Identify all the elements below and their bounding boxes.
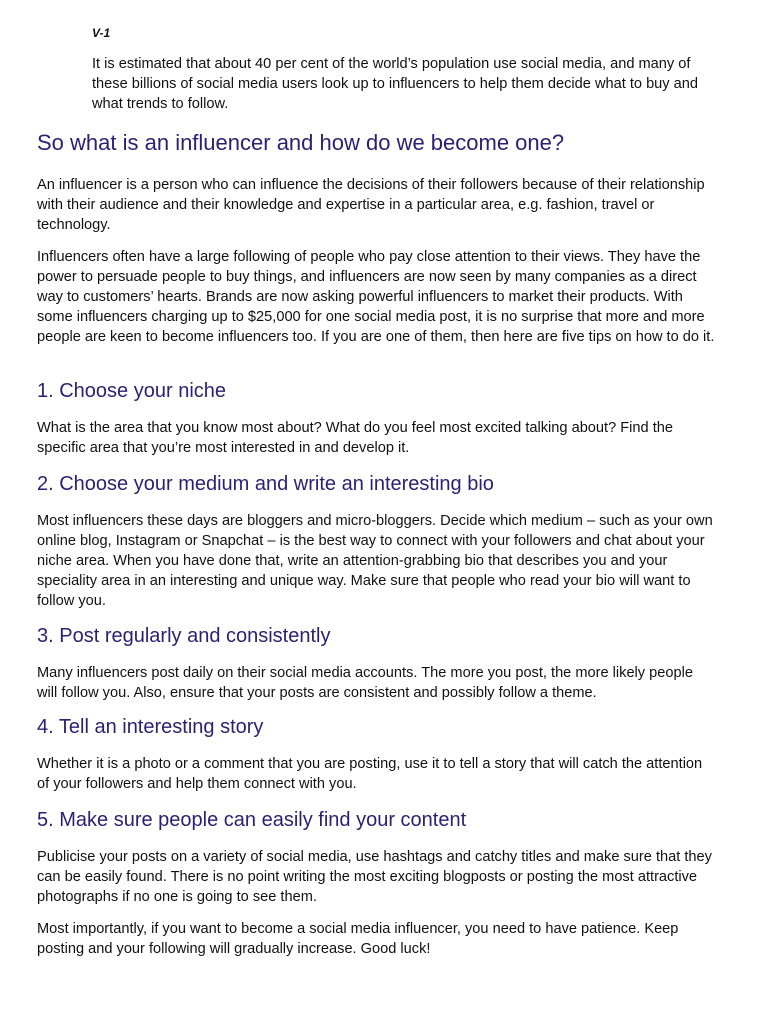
definition-paragraph: An influencer is a person who can influence the decisions of their followers because of their relationship with their audience and their knowledge and expertise in a particular area, e.g. fashion, travel or technology. [37, 177, 705, 233]
tip-2-heading: 2. Choose your medium and write an interesting bio [37, 473, 494, 495]
tip-1-text: What is the area that you know most about? What do you feel most excited talking about? Find the specific area that you’re most interested in and develop it. [37, 420, 673, 456]
tip-1-heading: 1. Choose your niche [37, 380, 227, 402]
main-heading: So what is an influencer and how do we become one? [37, 130, 565, 155]
tip-3-heading: 3. Post regularly and consistently [37, 625, 331, 647]
influencer-paragraph: Influencers often have a large following of people who pay close attention to their views. They have the power to persuade people to buy things, and influencers are now seen by many companies as a direct way to customers’ hearts. Brands are now asking powerful influencers to market their products. With some influencers charging up to $25,000 for one social media post, it is no surprise that more and more people are keen to become influencers too. If you are one of them, then here are five tips on how to do it. [37, 249, 715, 345]
version-label: V-1 [92, 26, 111, 40]
tip-2-text: Most influencers these days are bloggers and micro-bloggers. Decide which medium – such as your own online blog, Instagram or Snapchat – is the best way to connect with your followers and chat about your niche area. When you have done that, write an attention-grabbing bio that describes you and your speciality area in an interesting and unique way. Make sure that people who read your bio will want to follow you. [37, 513, 713, 609]
tip-5-heading: 5. Make sure people can easily find your content [37, 809, 467, 831]
tip-5-text: Publicise your posts on a variety of social media, use hashtags and catchy titles and make sure that they can be easily found. There is no point writing the most exciting blogposts or posting the most attractive photographs if no one is going to see them. [37, 849, 712, 905]
tip-4-text: Whether it is a photo or a comment that you are posting, use it to tell a story that will catch the attention of your followers and help them connect with you. [37, 756, 703, 792]
intro-paragraph: It is estimated that about 40 per cent of the world’s population use social media, and many of these billions of social media users look up to influencers to help them decide what to buy and what trends to follow. [92, 56, 698, 112]
tip-4-heading: 4. Tell an interesting story [37, 716, 264, 738]
closing-paragraph: Most importantly, if you want to become a social media influencer, you need to have patience. Keep posting and your following will gradually increase. Good luck! [37, 921, 679, 957]
tip-3-text: Many influencers post daily on their social media accounts. The more you post, the more likely people will follow you. Also, ensure that your posts are consistent and possibly follow a theme. [37, 665, 693, 701]
